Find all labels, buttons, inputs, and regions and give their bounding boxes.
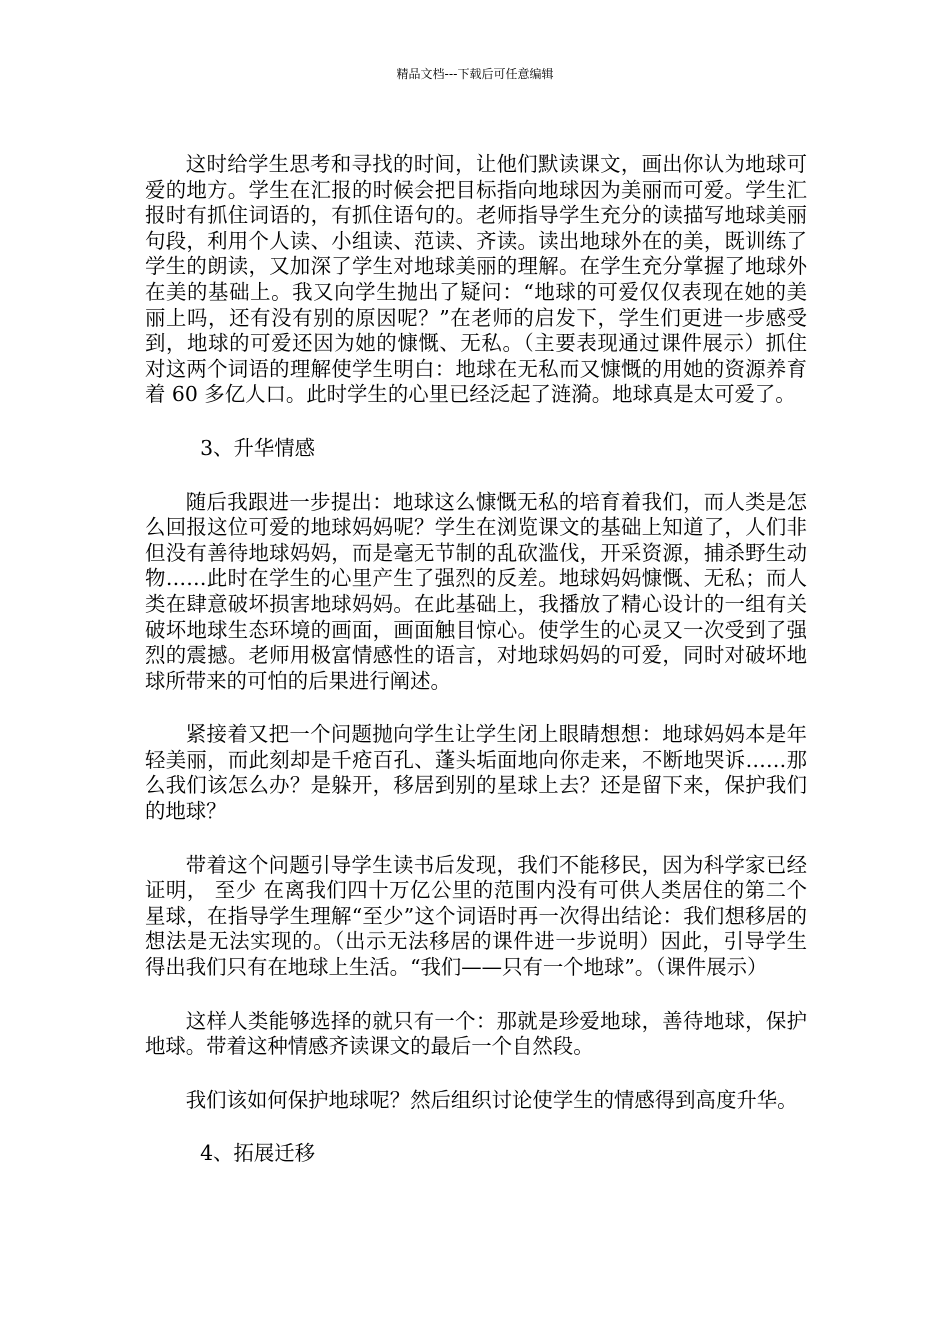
paragraph-1: 这时给学生思考和寻找的时间，让他们默读课文，画出你认为地球可爱的地方。学生在汇报的时候会把目标指向地球因为美丽而可爱。学生汇报时有抓住词语的，有抓住语句的。老师指导学生充分的读描写地球美丽句段，利用个人读、小组读、范读、齐读。读出地球外在的美，既训练了学生的朗读，又加深了学生对地球美丽的理解。在学生充分掌握了地球外在美的基础上。我又向学生抛出了疑问：“地球的可爱仅仅表现在她的美丽上吗，还有没有别的原因呢？”在老师的启发下，学生们更进一步感受到，地球的可爱还因为她的慷慨、无私。（主要表现通过课件展示）抓住对这两个词语的理解使学生明白：地球在无私而又慷慨的用她的资源养育着 60 多亿人口。此时学生的心里已经泛起了涟漪。地球真是太可爱了。 <box>145 152 807 407</box>
page-header: 精品文档---下载后可任意编辑 <box>396 67 554 81</box>
document-body <box>145 152 807 1195</box>
paragraph-3: 紧接着又把一个问题抛向学生让学生闭上眼睛想想：地球妈妈本是年轻美丽，而此刻却是千疮百孔、蓬头垢面地向你走来，不断地哭诉……那么我们该怎么办？是躲开，移居到别的星球上去？还是留下来，保护我们的地球？ <box>145 722 807 824</box>
paragraph-4: 带着这个问题引导学生读书后发现，我们不能移民，因为科学家已经证明， 至少 在离我们四十万亿公里的范围内没有可供人类居住的第二个星球，在指导学生理解“至少”这个词语时再一次得出结论：我们想移居的想法是无法实现的。（出示无法移居的课件进一步说明）因此，引导学生得出我们只有在地球上生活。“我们——只有一个地球”。（课件展示） <box>145 852 807 980</box>
paragraph-5: 这样人类能够选择的就只有一个：那就是珍爱地球，善待地球，保护地球。带着这种情感齐读课文的最后一个自然段。 <box>145 1008 807 1059</box>
section-heading-3: 3、升华情感 <box>200 435 316 460</box>
paragraph-6: 我们该如何保护地球呢？然后组织讨论使学生的情感得到高度升华。 <box>185 1087 798 1112</box>
section-heading-4: 4、拓展迁移 <box>200 1141 316 1166</box>
paragraph-2: 随后我跟进一步提出：地球这么慷慨无私的培育着我们，而人类是怎么回报这位可爱的地球妈妈呢？学生在浏览课文的基础上知道了，人们非但没有善待地球妈妈，而是毫无节制的乱砍滥伐，开采资源，捕杀野生动物……此时在学生的心里产生了强烈的反差。地球妈妈慷慨、无私；而人类在肆意破坏损害地球妈妈。在此基础上，我播放了精心设计的一组有关破坏地球生态环境的画面，画面触目惊心。使学生的心灵又一次受到了强烈的震撼。老师用极富情感性的语言，对地球妈妈的可爱，同时对破坏地球所带来的可怕的后果进行阐述。 <box>145 489 807 693</box>
